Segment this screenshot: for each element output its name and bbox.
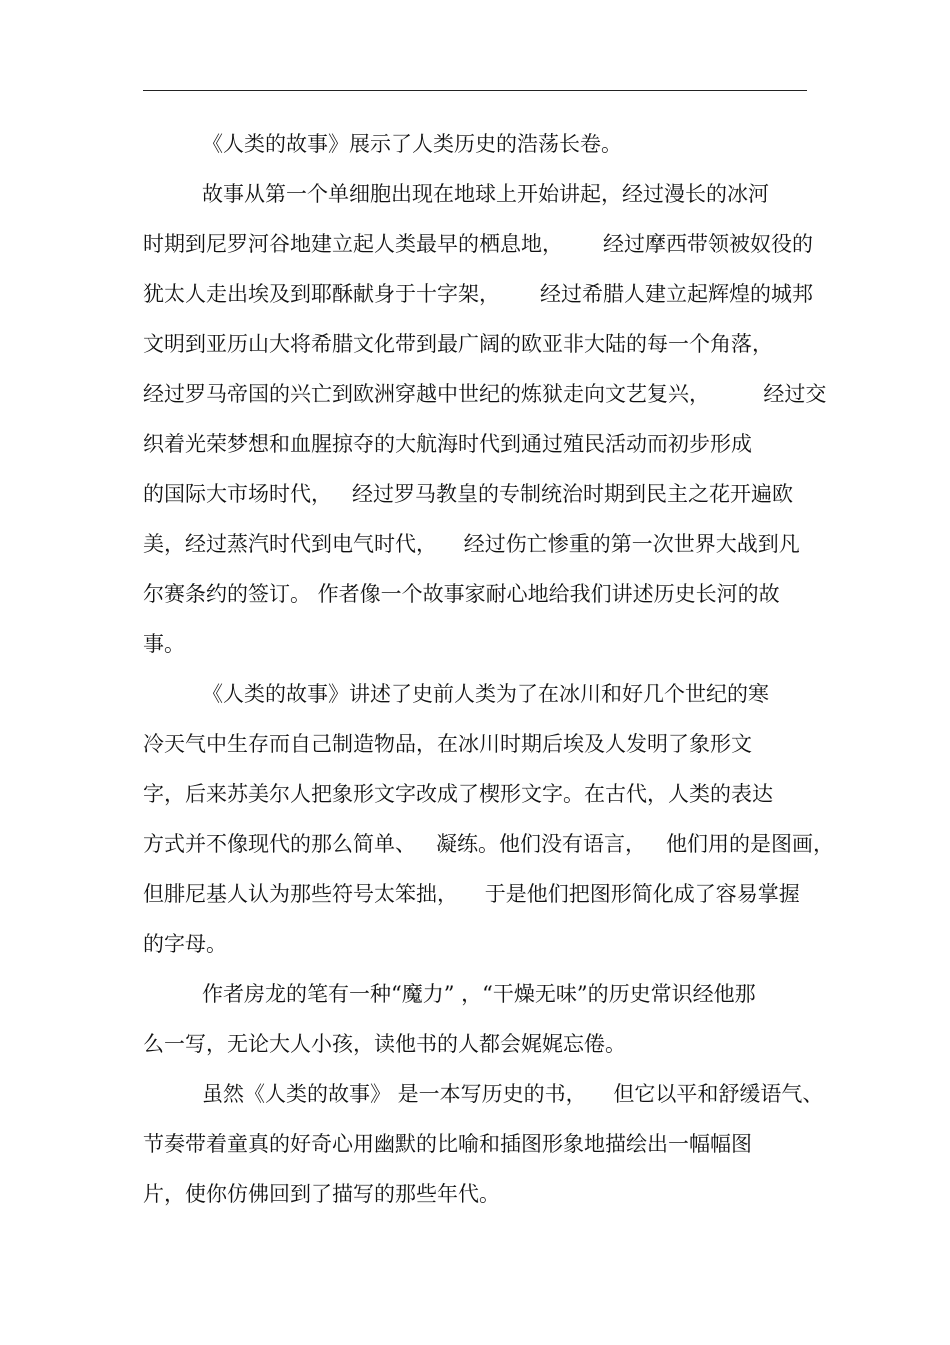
paragraph-line: 冷天气中生存而自己制造物品，在冰川时期后埃及人发明了象形文 <box>143 732 752 756</box>
paragraph-line: 节奏带着童真的好奇心用幽默的比喻和插图形象地描绘出一幅幅图 <box>143 1132 752 1156</box>
paragraph-line: 尔赛条约的签订。 作者像一个故事家耐心地给我们讲述历史长河的故 <box>143 582 780 606</box>
paragraph-line: 时期到尼罗河谷地建立起人类最早的栖息地， 经过摩西带领被奴役的 <box>143 232 814 256</box>
paragraph-line: 织着光荣梦想和血腥掠夺的大航海时代到通过殖民活动而初步形成 <box>143 432 752 456</box>
paragraph-line: 的国际大市场时代， 经过罗马教皇的专制统治时期到民主之花开遍欧 <box>143 482 794 506</box>
paragraph-line: 虽然《人类的故事》 是一本写历史的书， 但它以平和舒缓语气、 <box>202 1082 824 1106</box>
paragraph-line: 《人类的故事》讲述了史前人类为了在冰川和好几个世纪的寒 <box>202 682 769 706</box>
paragraph-line: 事。 <box>143 632 185 656</box>
paragraph-line: 《人类的故事》展示了人类历史的浩荡长卷。 <box>202 132 622 156</box>
paragraph-line: 但腓尼基人认为那些符号太笨拙， 于是他们把图形简化成了容易掌握 <box>143 882 800 906</box>
paragraph-line: 犹太人走出埃及到耶酥献身于十字架， 经过希腊人建立起辉煌的城邦 <box>143 282 814 306</box>
paragraph-line: 经过罗马帝国的兴亡到欧洲穿越中世纪的炼狱走向文艺复兴， 经过交 <box>143 382 827 406</box>
paragraph-line: 方式并不像现代的那么简单、 凝练。他们没有语言， 他们用的是图画， <box>143 832 835 856</box>
paragraph-line: 作者房龙的笔有一种“魔力” ，“干燥无味”的历史常识经他那 <box>202 982 756 1006</box>
header-rule <box>143 90 807 91</box>
paragraph-line: 文明到亚历山大将希腊文化带到最广阔的欧亚非大陆的每一个角落， <box>143 332 773 356</box>
paragraph-line: 字，后来苏美尔人把象形文字改成了楔形文字。在古代，人类的表达 <box>143 782 773 806</box>
document-body <box>143 126 835 1226</box>
paragraph-line: 故事从第一个单细胞出现在地球上开始讲起，经过漫长的冰河 <box>202 182 769 206</box>
paragraph-line: 美，经过蒸汽时代到电气时代， 经过伤亡惨重的第一次世界大战到凡 <box>143 532 800 556</box>
paragraph-line: 么一写，无论大人小孩，读他书的人都会娓娓忘倦。 <box>143 1032 626 1056</box>
paragraph-line: 的字母。 <box>143 932 227 956</box>
paragraph-line: 片，使你仿佛回到了描写的那些年代。 <box>143 1182 500 1206</box>
